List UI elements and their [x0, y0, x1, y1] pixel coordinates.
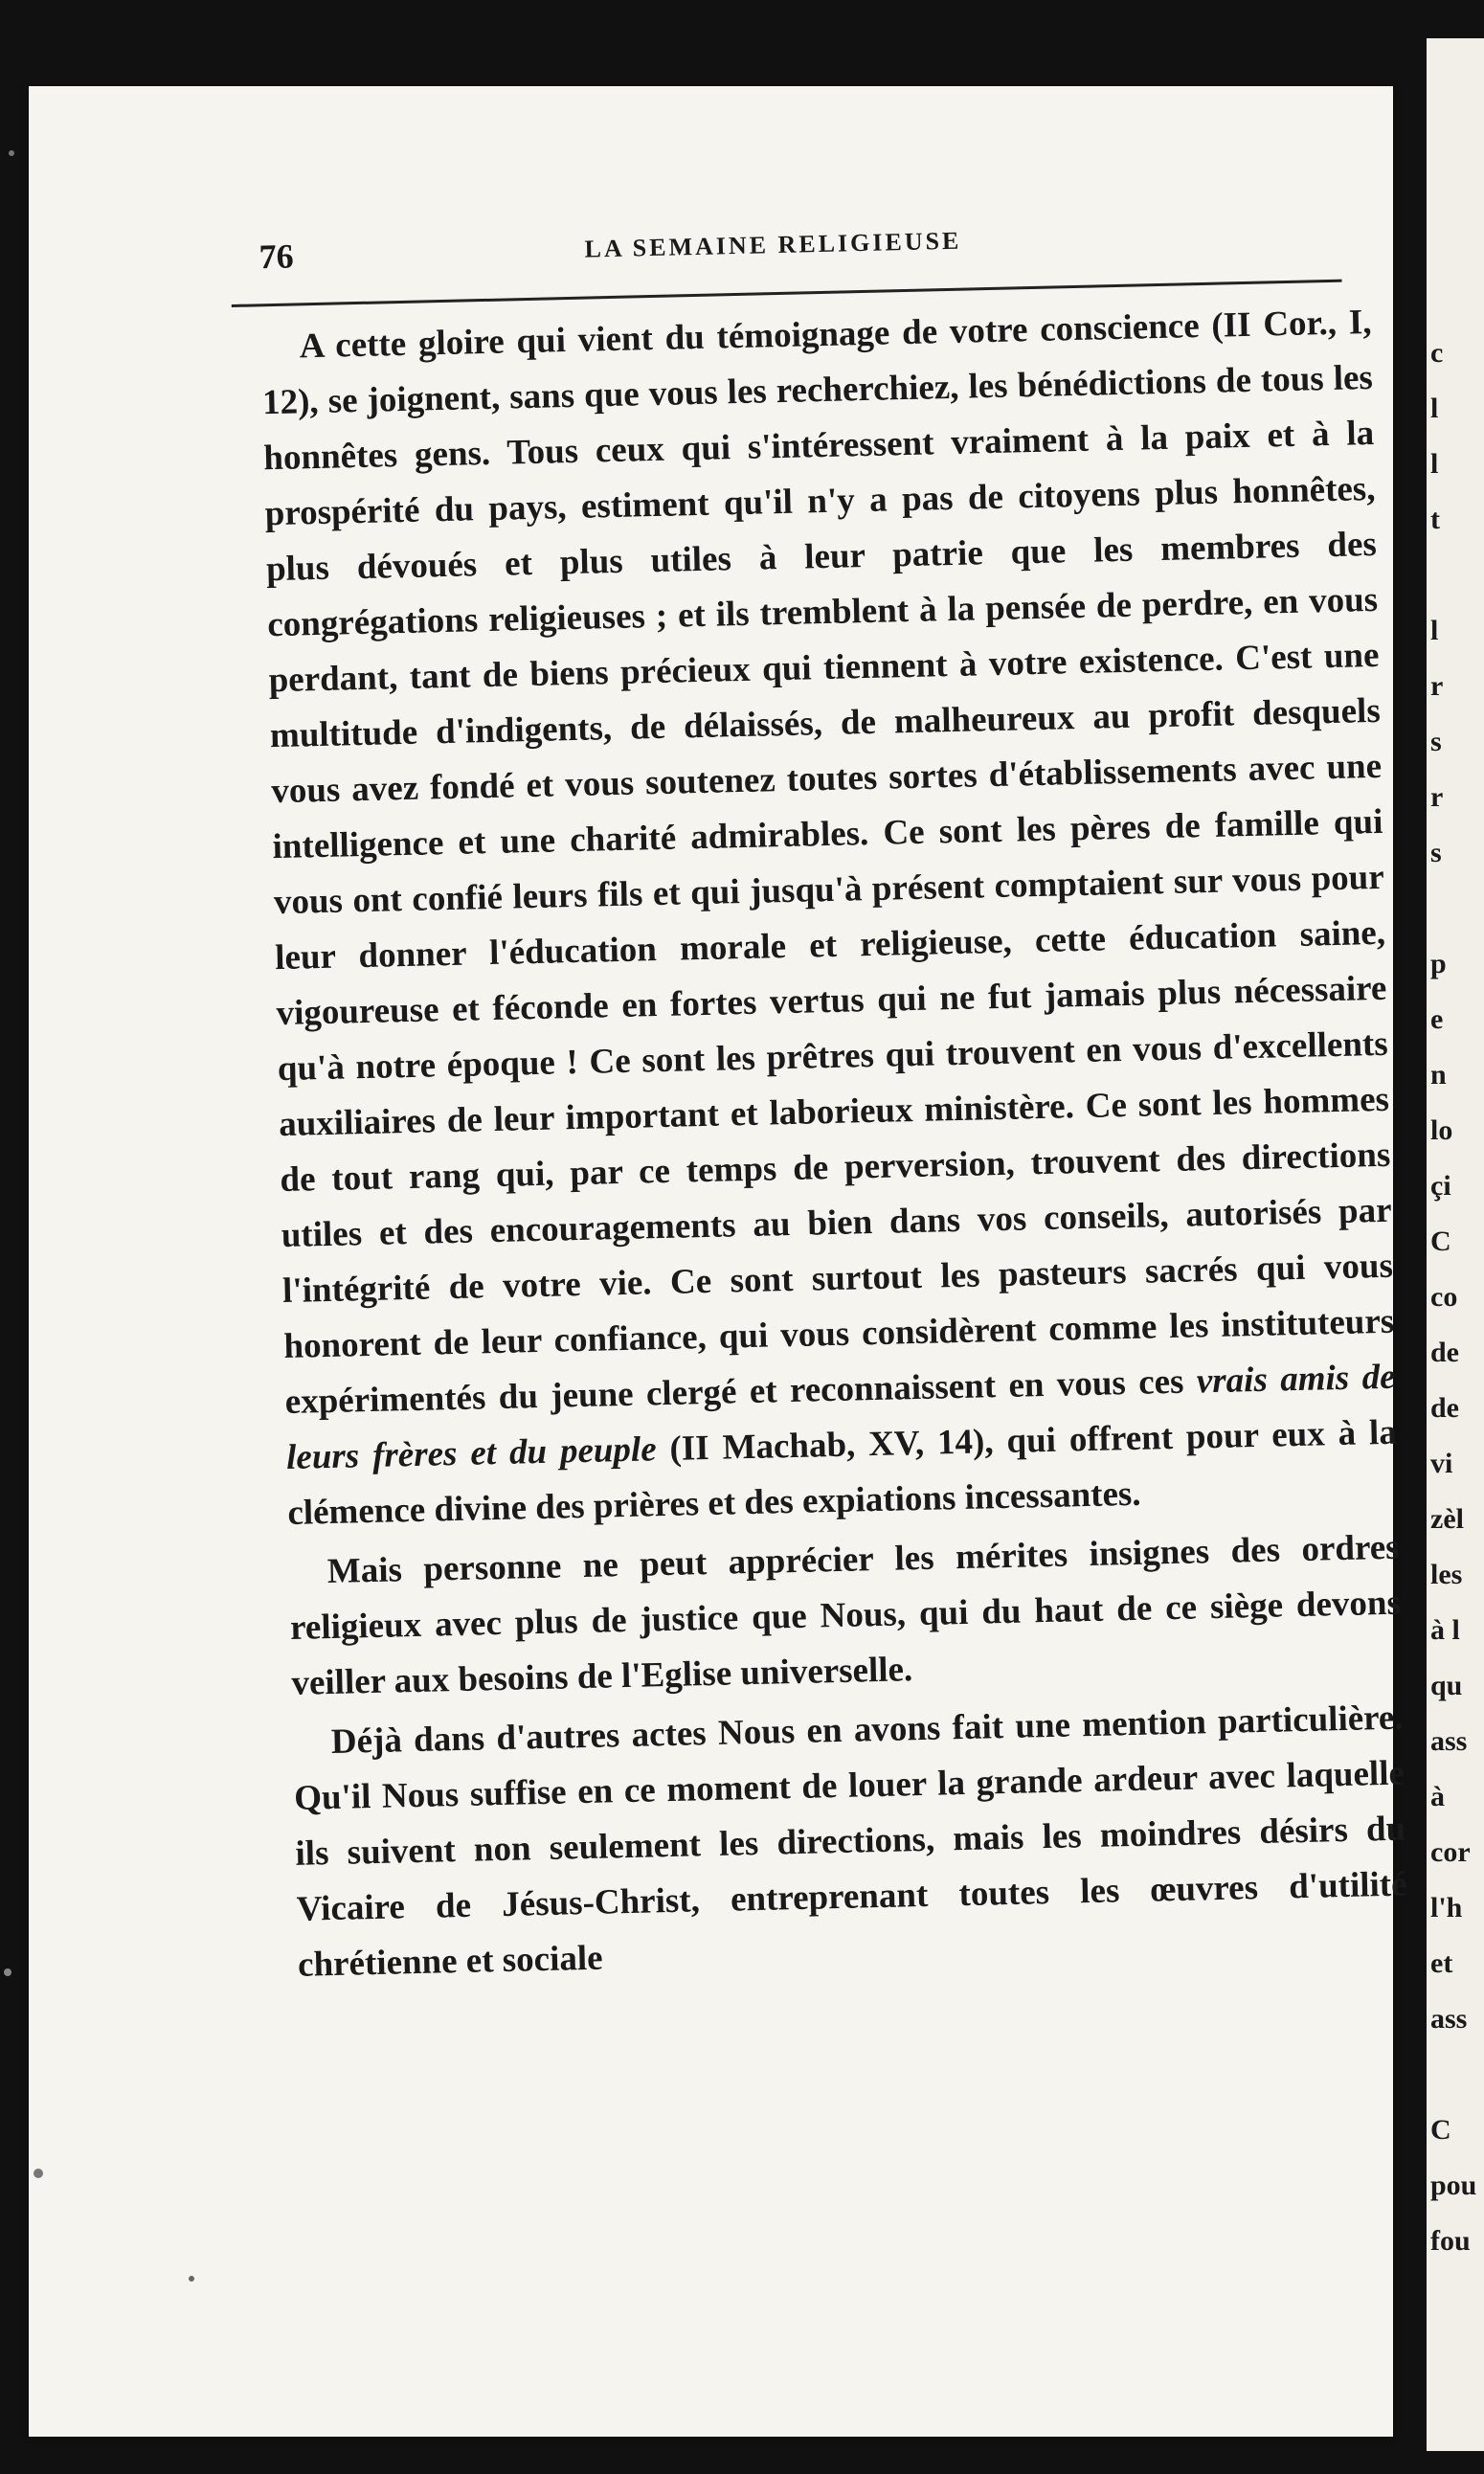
- adjacent-page-edge: [1427, 38, 1484, 2451]
- adjacent-fragment: r: [1430, 670, 1444, 702]
- adjacent-fragment: p: [1430, 948, 1447, 979]
- adjacent-fragment: à: [1430, 1781, 1452, 1812]
- adjacent-fragment: zèl: [1430, 1503, 1464, 1535]
- adjacent-fragment: co: [1430, 1281, 1458, 1313]
- paragraph-1-italic-quote: vrais amis de leurs frères et du peuple: [285, 1357, 1396, 1477]
- adjacent-fragment: s: [1430, 837, 1442, 868]
- adjacent-fragment: [1430, 881, 1476, 936]
- paragraph-1: [260, 295, 1399, 1541]
- adjacent-fragment: r: [1430, 781, 1444, 813]
- adjacent-fragment: vi: [1430, 1448, 1453, 1479]
- adjacent-fragment: lo: [1430, 1114, 1453, 1146]
- adjacent-fragment: C: [1430, 2114, 1451, 2146]
- scanned-page: [29, 86, 1407, 2437]
- page-header: [230, 204, 1370, 287]
- body-text: [260, 295, 1408, 1993]
- adjacent-fragment: fou: [1430, 2225, 1471, 2257]
- adjacent-fragment: l: [1430, 448, 1439, 480]
- paragraph-2: Mais personne ne peut apprécier les mérites insignes des ordres religieux avec plus de justice que Nous, qui du haut de ce siège devons veiller aux besoins de l'Eglise universelle.: [289, 1527, 1402, 1703]
- adjacent-fragment: çi: [1430, 1170, 1451, 1202]
- adjacent-fragment: s: [1430, 726, 1442, 757]
- adjacent-page-fragments: [1430, 326, 1476, 2269]
- paragraph-3: Déjà dans d'autres actes Nous en avons fait une mention particulière. Qu'il Nous suffise en ce moment de louer la grande ardeur avec laquelle ils suivent non seulement les directions, mais les moindres désirs du Vicaire de Jésus-Christ, entreprenant toutes les œuvres d'utilité chrétienne et sociale: [293, 1698, 1407, 1985]
- adjacent-fragment: l'h: [1430, 1892, 1463, 1923]
- adjacent-fragment: t: [1430, 504, 1440, 535]
- page-content: [230, 204, 1407, 1985]
- adjacent-fragment: pou: [1430, 2170, 1477, 2201]
- paragraph-1-text-end: (II Machab, XV, 14), qui offrent pour eux à la clémence divine des prières et des expiations incessantes.: [286, 1412, 1398, 1533]
- adjacent-fragment: ass: [1430, 2003, 1468, 2035]
- adjacent-fragment: l: [1430, 393, 1439, 424]
- paragraph-1-text: A cette gloire qui vient du témoignage de votre conscience (II Cor., I, 12), se joignent, sans que vous les recherchiez, les bénédictions de tous les honnêtes gens. Tous ceux qui s'intéressent vraiment à la paix et à la prospérité du pays, estiment qu'il n'y a pas de citoyens plus honnêtes, plus dévoués et plus utiles à leur patrie que les membres des congrégations religieuses ; et ils tremblent à la pensée de perdre, en vous perdant, tant de biens précieux qui tiennent à votre existence. C'est une multitude d'indigents, de délaissés, de malheureux au profit desquels vous avez fondé et vous soutenez toutes sortes d'établissements avec une intelligence et une charité admirables. Ce sont les pères de famille qui vous ont confié leurs fils et qui jusqu'à présent comptaient sur vous pour leur donner l'éducation morale et religieuse, cette éducation saine, vigoureuse et féconde en fortes vertus qui ne fut jamais plus nécessaire qu'à notre époque ! Ce sont les prêtres qui trouvent en vous d'excellents auxiliaires de leur important et laborieux ministère. Ce sont les hommes de tout rang qui, par ce temps de perversion, trouvent des directions utiles et des encouragements au bien dans vos conseils, autorisés par l'intégrité de votre vie. Ce sont surtout les pasteurs sacrés qui vous honorent de leur confiance, qui vous considèrent comme les instituteurs expérimentés du jeune clergé et reconnaissent en vous ces: [261, 302, 1395, 1422]
- adjacent-fragment: [1430, 2047, 1476, 2103]
- adjacent-fragment: de: [1430, 1337, 1459, 1368]
- adjacent-fragment: l: [1430, 615, 1439, 646]
- adjacent-fragment: et: [1430, 1947, 1453, 1979]
- running-title: LA SEMAINE RELIGIEUSE: [584, 226, 962, 263]
- adjacent-fragment: C: [1430, 1226, 1451, 1257]
- adjacent-fragment: à l: [1430, 1614, 1460, 1646]
- adjacent-fragment: qu: [1430, 1670, 1463, 1701]
- adjacent-fragment: les: [1430, 1559, 1463, 1590]
- adjacent-fragment: c: [1430, 337, 1444, 369]
- adjacent-fragment: cor: [1430, 1836, 1471, 1868]
- adjacent-fragment: e: [1430, 1003, 1444, 1035]
- adjacent-fragment: ass: [1430, 1725, 1468, 1757]
- page-number: 76: [259, 236, 295, 277]
- adjacent-fragment: [1430, 548, 1476, 603]
- adjacent-fragment: de: [1430, 1392, 1459, 1424]
- adjacent-fragment: n: [1430, 1059, 1447, 1091]
